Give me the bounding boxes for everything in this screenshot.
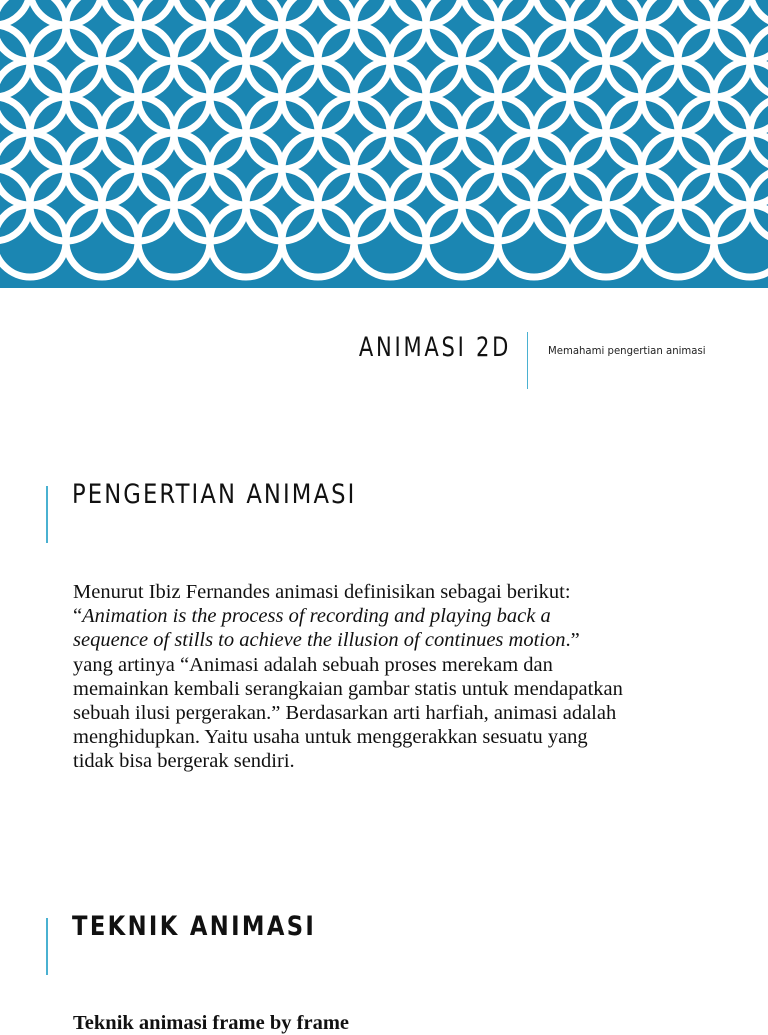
slide-subtitle: Memahami pengertian animasi	[548, 344, 706, 357]
decorative-pattern-banner	[0, 0, 768, 288]
paragraph-line	[73, 725, 693, 749]
slide-title: ANIMASI 2D	[358, 332, 511, 363]
paragraph-text-run: yang artinya “Animasi adalah sebuah proses merekam dan	[73, 653, 553, 676]
paragraph-text-run: tidak bisa bergerak sendiri.	[73, 750, 295, 773]
paragraph-line	[73, 628, 693, 652]
section-accent-bar	[46, 486, 48, 543]
pattern-ring	[750, 0, 768, 25]
paragraph-line	[73, 653, 693, 677]
section-accent-bar	[46, 918, 48, 975]
paragraph-line	[73, 749, 693, 773]
definition-paragraph	[73, 580, 693, 774]
paragraph-line	[73, 604, 693, 628]
paragraph-text-run: .”	[565, 629, 580, 652]
circle-lattice-pattern	[0, 0, 768, 288]
title-divider	[527, 332, 528, 389]
paragraph-text-run: memainkan kembali serangkaian gambar statis untuk mendapatkan	[73, 677, 623, 700]
subheading-frame-by-frame: Teknik animasi frame by frame	[73, 1012, 349, 1034]
paragraph-text-run: Menurut Ibiz Fernandes animasi definisikan sebagai berikut:	[73, 581, 571, 603]
paragraph-line	[73, 580, 693, 604]
paragraph-italic-run: Animation is the process of recording and playing back a	[82, 605, 551, 628]
section-heading-pengertian: PENGERTIAN ANIMASI	[72, 479, 357, 510]
paragraph-text-run: “	[73, 605, 83, 628]
paragraph-text-run: sebuah ilusi pergerakan.” Berdasarkan arti harfiah, animasi adalah	[73, 702, 617, 725]
paragraph-line	[73, 677, 693, 701]
paragraph-italic-run: sequence of stills to achieve the illusion of continues motion	[73, 629, 566, 652]
paragraph-text-run: menghidupkan. Yaitu usaha untuk menggerakkan sesuatu yang	[73, 726, 588, 749]
paragraph-line	[73, 701, 693, 725]
section-heading-teknik: TEKNIK ANIMASI	[72, 911, 317, 942]
